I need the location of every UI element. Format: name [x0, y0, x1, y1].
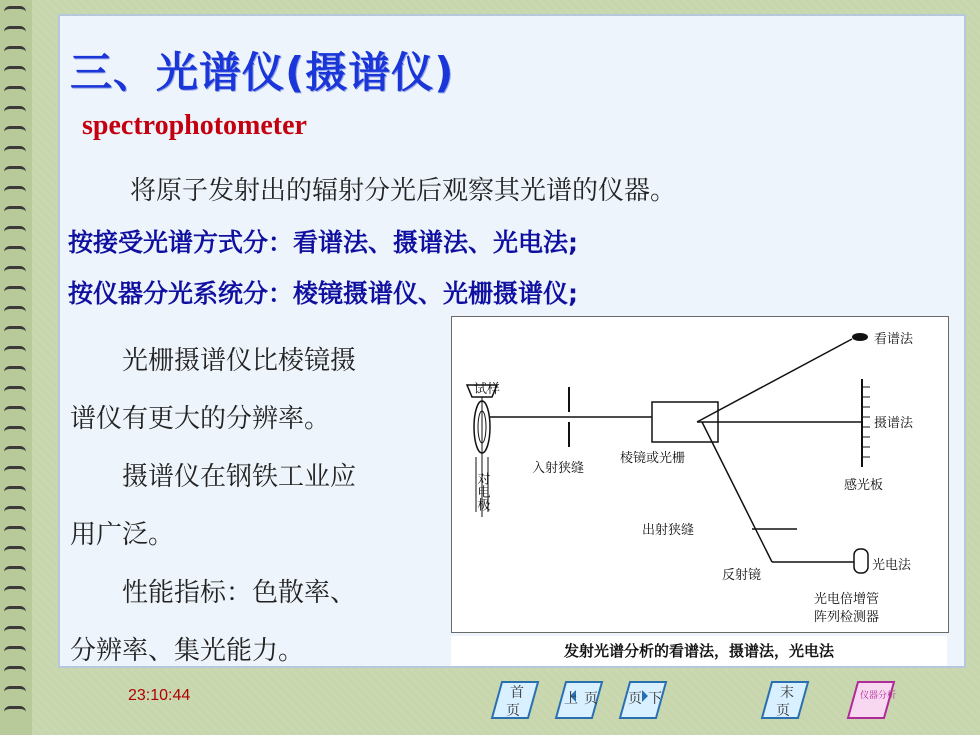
figure-caption: 发射光谱分析的看谱法，摄谱法，光电法	[451, 636, 947, 666]
label-photographic: 摄谱法	[874, 416, 914, 431]
page-title: 三、光谱仪(摄谱仪)	[70, 48, 455, 97]
first-page-button[interactable]	[484, 674, 542, 724]
body-text	[70, 332, 440, 680]
last-page-button[interactable]	[754, 674, 812, 724]
first-top: 首	[510, 685, 524, 701]
next-page-button[interactable]	[612, 674, 670, 724]
body-line: 谱仪有更大的分辨率。	[70, 404, 331, 434]
label-visual: 看谱法	[874, 332, 914, 347]
label-counter-electrode: 对电极	[474, 472, 490, 511]
body-line: 用广泛。	[70, 520, 175, 550]
prev-page-button[interactable]	[548, 674, 606, 724]
toc-button[interactable]	[840, 674, 898, 724]
prev-right: 页	[584, 691, 598, 707]
label-entrance-slit: 入射狭缝	[532, 461, 585, 476]
last-top: 末	[780, 685, 794, 701]
eye-icon	[852, 333, 868, 341]
body-line: 摄谱仪在钢铁工业应	[122, 462, 357, 492]
diagram-svg	[452, 317, 948, 632]
label-exit-slit: 出射狭缝	[642, 523, 695, 538]
body-line: 光栅摄谱仪比棱镜摄	[122, 346, 357, 376]
spectrometer-diagram	[451, 316, 949, 633]
label-photoelectric: 光电法	[872, 558, 912, 573]
spiral-binding	[0, 0, 32, 735]
body-line: 分辨率、集光能力。	[70, 636, 305, 666]
toc-label: 仪器分析	[860, 691, 897, 701]
label-sample: 试样	[474, 382, 501, 397]
body-line: 性能指标：色散率、	[122, 578, 357, 608]
classification-by-receiving: 按接受光谱方式分：看谱法、摄谱法、光电法;	[68, 228, 578, 257]
definition-text: 将原子发射出的辐射分光后观察其光谱的仪器。	[130, 176, 677, 206]
label-photo-plate: 感光板	[844, 478, 884, 493]
label-detector-1: 光电倍增管	[814, 592, 880, 607]
first-bottom: 页	[506, 703, 520, 719]
next-left: 页	[628, 691, 642, 707]
english-subtitle: spectrophotometer	[82, 110, 307, 141]
prev-left: 上	[564, 691, 578, 707]
last-bottom: 页	[776, 703, 790, 719]
label-mirror: 反射镜	[722, 568, 762, 583]
label-detector-2: 阵列检测器	[814, 610, 880, 625]
next-right: 下	[648, 691, 662, 707]
clock-time: 23:10:44	[128, 687, 191, 704]
label-prism-grating: 棱镜或光栅	[620, 451, 686, 466]
detector-icon	[854, 549, 868, 573]
classification-by-system: 按仪器分光系统分：棱镜摄谱仪、光栅摄谱仪;	[68, 279, 578, 308]
